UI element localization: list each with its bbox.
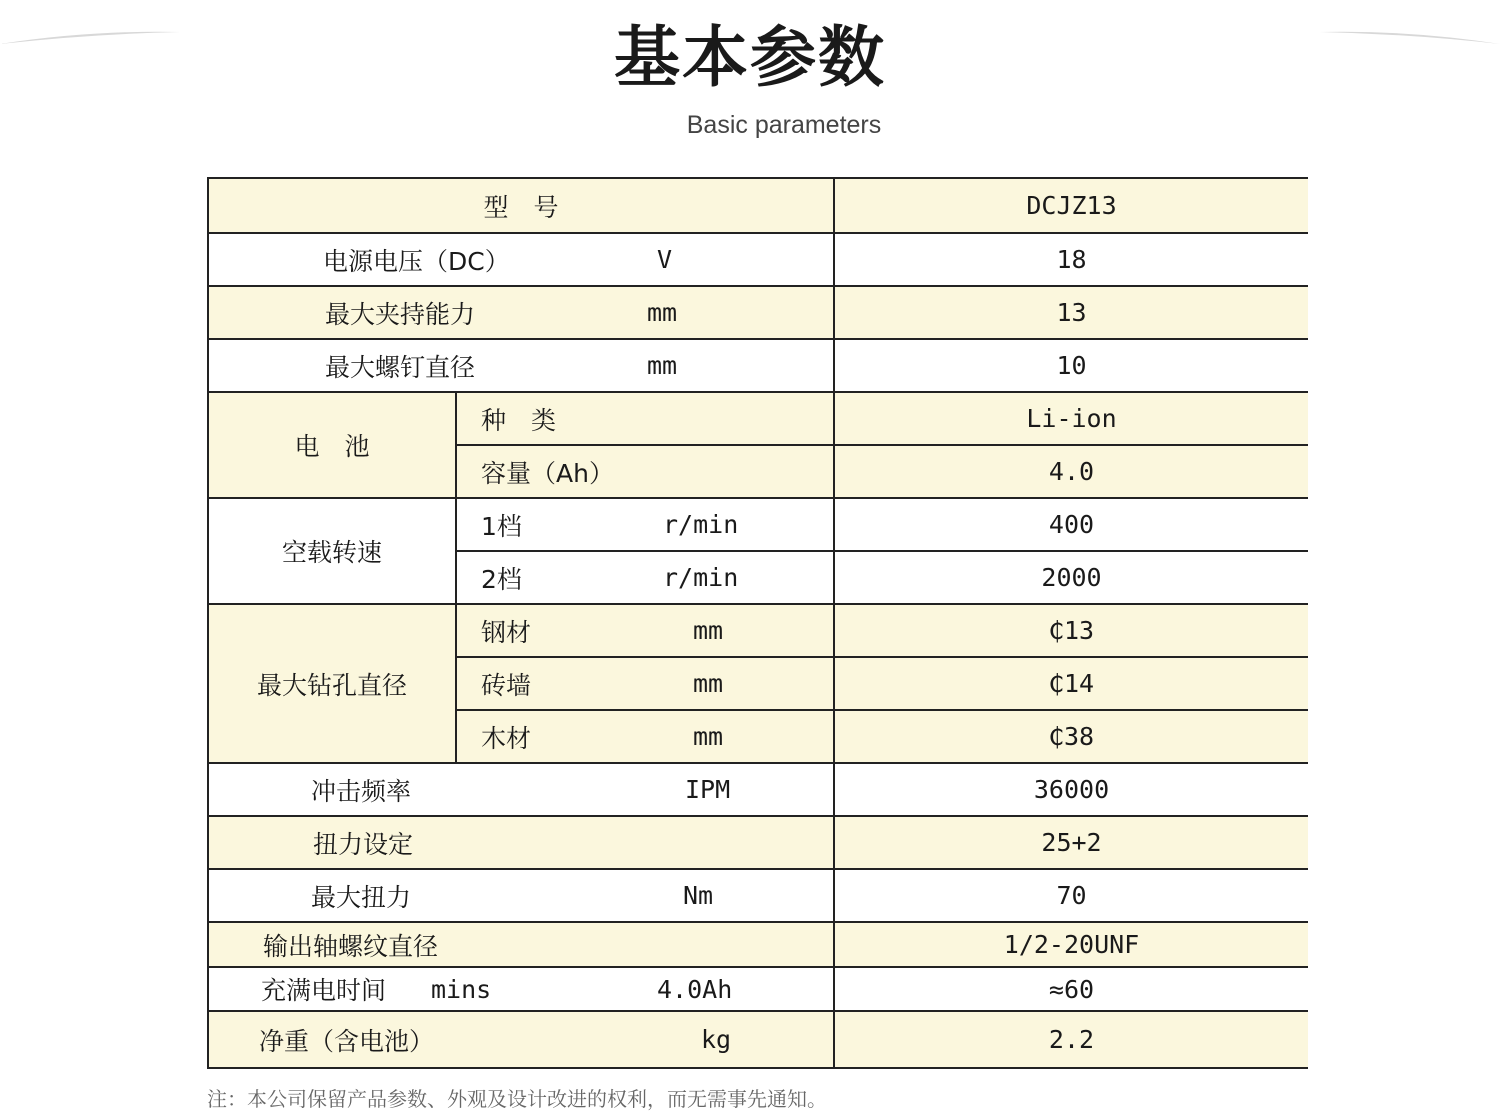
page-subtitle: Basic parameters bbox=[686, 111, 882, 139]
speed-label: 空载转速 bbox=[209, 499, 457, 605]
speed1-unit: r/min bbox=[663, 510, 739, 539]
model-label-text: 型 号 bbox=[483, 192, 559, 222]
charge-unit: mins bbox=[431, 974, 492, 1004]
torque-set-value: 25+2 bbox=[835, 817, 1308, 870]
weight-unit: kg bbox=[701, 1025, 732, 1054]
thread-label-cell bbox=[209, 923, 835, 968]
drill-label: 最大钻孔直径 bbox=[209, 605, 457, 764]
torque-set-label: 扭力设定 bbox=[313, 829, 414, 859]
steel-label: 钢材 bbox=[481, 617, 532, 647]
battery-type-value: Li-ion bbox=[835, 393, 1308, 446]
chuck-label: 最大夹持能力 bbox=[325, 299, 476, 329]
thread-label: 输出轴螺纹直径 bbox=[263, 931, 439, 961]
voltage-label-cell bbox=[209, 234, 835, 287]
parameters-table bbox=[207, 177, 1308, 1069]
thread-value: 1/2-20UNF bbox=[835, 923, 1308, 968]
battery-cap-value: 4.0 bbox=[835, 446, 1308, 499]
model-label bbox=[209, 179, 835, 234]
voltage-value: 18 bbox=[835, 234, 1308, 287]
impact-value: 36000 bbox=[835, 764, 1308, 817]
torque-max-value: 70 bbox=[835, 870, 1308, 923]
weight-label: 净重（含电池） bbox=[259, 1026, 435, 1056]
speed1-value: 400 bbox=[835, 499, 1308, 552]
brick-value: ₵14 bbox=[835, 658, 1308, 711]
speed1-label: 1档 bbox=[481, 511, 522, 541]
steel-value: ₵13 bbox=[835, 605, 1308, 658]
chuck-unit: mm bbox=[647, 298, 678, 327]
impact-label-cell bbox=[209, 764, 835, 817]
steel-cell bbox=[457, 605, 835, 658]
chuck-value: 13 bbox=[835, 287, 1308, 340]
torque-max-label-cell bbox=[209, 870, 835, 923]
screw-label-cell bbox=[209, 340, 835, 393]
page-title: 基本参数 bbox=[614, 19, 886, 96]
disclaimer-note: 注：本公司保留产品参数、外观及设计改进的权利，而无需事先通知。 bbox=[207, 1087, 827, 1111]
charge-label-cell bbox=[209, 968, 835, 1012]
battery-cap-label: 容量（Ah） bbox=[481, 458, 614, 488]
battery-type-label-cell bbox=[457, 393, 835, 446]
charge-value: ≈60 bbox=[835, 968, 1308, 1012]
wood-label: 木材 bbox=[481, 723, 532, 753]
impact-label: 冲击频率 bbox=[311, 776, 412, 806]
speed2-label: 2档 bbox=[481, 564, 522, 594]
charge-label: 充满电时间 bbox=[261, 976, 387, 1005]
battery-cap-label-cell bbox=[457, 446, 835, 499]
speed1-cell bbox=[457, 499, 835, 552]
chuck-label-cell bbox=[209, 287, 835, 340]
charge-battery: 4.0Ah bbox=[657, 974, 733, 1004]
voltage-unit: V bbox=[657, 245, 673, 274]
weight-value: 2.2 bbox=[835, 1012, 1308, 1067]
brick-unit: mm bbox=[693, 669, 724, 698]
screw-unit: mm bbox=[647, 351, 678, 380]
torque-max-unit: Nm bbox=[683, 881, 714, 910]
wood-cell bbox=[457, 711, 835, 764]
speed2-unit: r/min bbox=[663, 563, 739, 592]
speed2-value: 2000 bbox=[835, 552, 1308, 605]
battery-type-label: 种 类 bbox=[481, 405, 557, 435]
torque-max-label: 最大扭力 bbox=[311, 882, 412, 912]
weight-label-cell bbox=[209, 1012, 835, 1067]
model-value: DCJZ13 bbox=[835, 179, 1308, 234]
impact-unit: IPM bbox=[685, 775, 731, 804]
wood-value: ₵38 bbox=[835, 711, 1308, 764]
steel-unit: mm bbox=[693, 616, 724, 645]
speed2-cell bbox=[457, 552, 835, 605]
brick-cell bbox=[457, 658, 835, 711]
battery-label: 电 池 bbox=[209, 393, 457, 499]
wood-unit: mm bbox=[693, 722, 724, 751]
brick-label: 砖墙 bbox=[481, 670, 532, 700]
screw-value: 10 bbox=[835, 340, 1308, 393]
torque-set-label-cell bbox=[209, 817, 835, 870]
screw-label: 最大螺钉直径 bbox=[325, 352, 476, 382]
voltage-label: 电源电压（DC） bbox=[323, 246, 510, 276]
